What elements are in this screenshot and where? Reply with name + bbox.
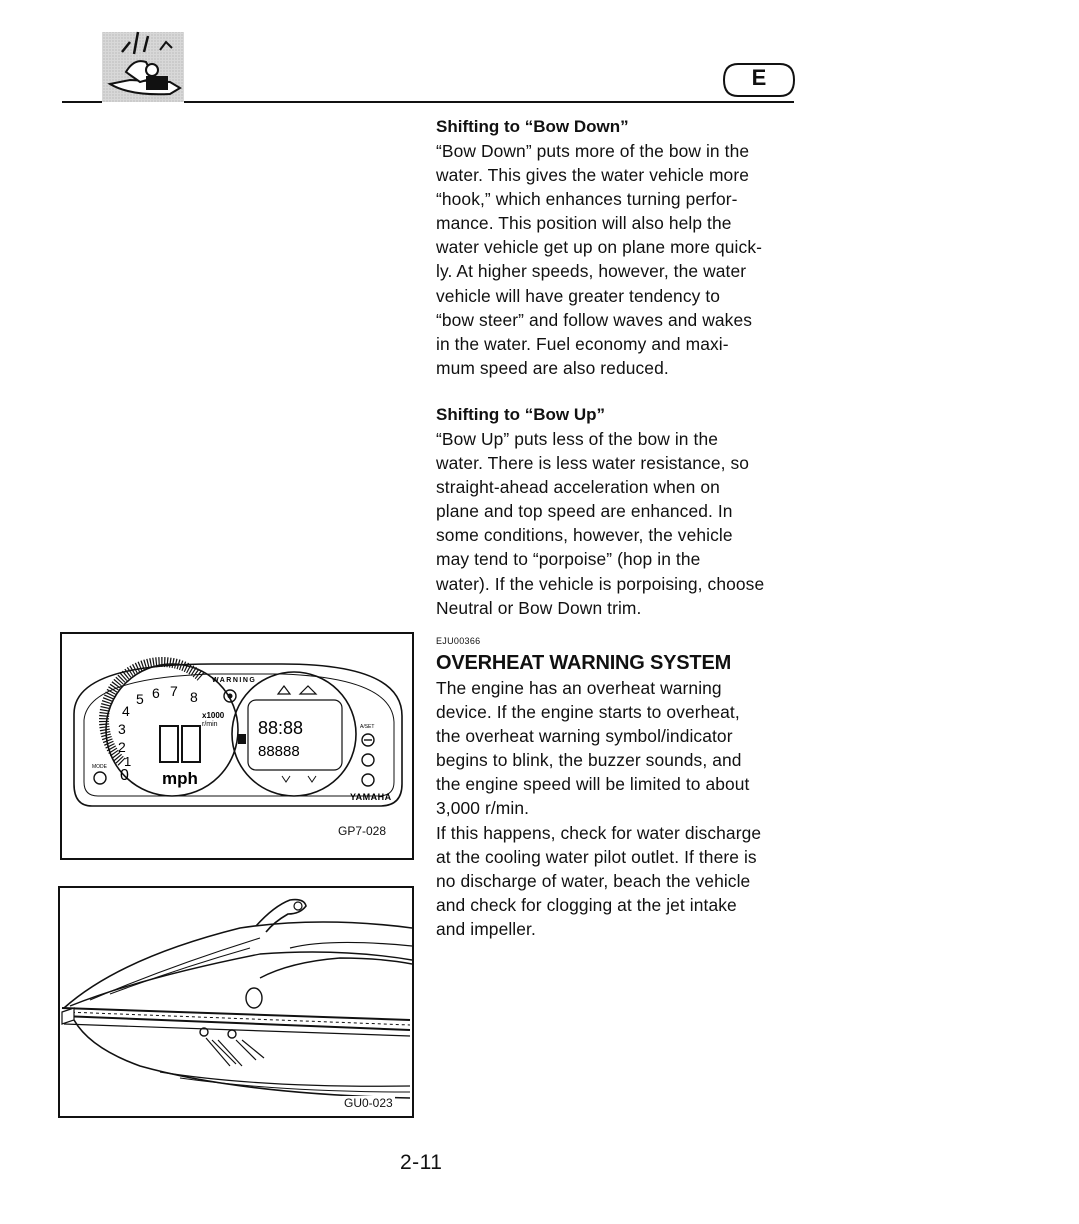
bow-down-heading: Shifting to “Bow Down”: [436, 117, 629, 136]
tach-number: 5: [136, 691, 144, 707]
text-line: may tend to “porpoise” (hop in the: [436, 549, 701, 570]
figure-code: GP7-028: [338, 824, 387, 838]
fuel-icon: [238, 734, 246, 744]
text-line: device. If the engine starts to overheat,: [436, 702, 740, 723]
watercraft-bow-illustration: [60, 888, 412, 1116]
tach-number: 2: [118, 739, 126, 755]
header-rule: [184, 101, 794, 103]
bow-up-heading: Shifting to “Bow Up”: [436, 405, 606, 424]
text-line: at the cooling water pilot outlet. If there is: [436, 846, 757, 867]
aset-label: A/SET: [360, 724, 375, 730]
text-line: vehicle will have greater tendency to: [436, 285, 721, 306]
tach-number: 8: [190, 689, 198, 705]
overheat-heading: OVERHEAT WARNING SYSTEM: [436, 652, 732, 674]
text-line: and impeller.: [436, 918, 536, 939]
bow-up-section: [436, 403, 792, 620]
speed-unit: mph: [162, 769, 198, 788]
tach-number: 0: [120, 767, 129, 784]
text-line: water. There is less water resistance, so: [436, 453, 750, 474]
text-line: mance. This position will also help the: [436, 213, 732, 234]
text-line: 3,000 r/min.: [436, 798, 530, 819]
trim-indicator-icon: [282, 776, 316, 782]
text-line: water. This gives the water vehicle more: [436, 165, 749, 186]
text-line: and check for clogging at the jet intake: [436, 894, 737, 915]
language-badge: E: [751, 65, 767, 90]
text-line: water). If the vehicle is porpoising, choose: [436, 573, 765, 594]
lcd-bottom-digits: 88888: [258, 743, 300, 760]
tach-number: 3: [118, 721, 126, 737]
warning-label: WARNING: [212, 677, 257, 684]
tach-unit: x1000: [202, 711, 225, 720]
gauge-figure: [60, 632, 414, 860]
mode-button-icon: [94, 772, 106, 784]
text-line: “hook,” which enhances turning perfor-: [436, 189, 738, 210]
bow-down-paragraph: [436, 139, 792, 380]
text-line: If this happens, check for water discharge: [436, 822, 762, 843]
text-line: “Bow Down” puts more of the bow in the: [436, 141, 750, 161]
overheat-paragraph-2: [436, 821, 792, 941]
overheat-paragraph-1: [436, 676, 792, 821]
figure-code: GU0-023: [344, 1096, 393, 1110]
tach-unit: r/min: [202, 721, 218, 728]
text-line: water vehicle get up on plane more quick-: [436, 237, 763, 258]
page-number: 2-11: [400, 1151, 443, 1174]
text-line: in the water. Fuel economy and maxi-: [436, 333, 729, 354]
tach-number: 1: [124, 754, 132, 769]
mode-label: MODE: [92, 764, 107, 770]
text-line: begins to blink, the buzzer sounds, and: [436, 750, 742, 771]
bow-up-paragraph: [436, 427, 792, 620]
section-code: EJU00366: [436, 636, 481, 646]
text-line: “bow steer” and follow waves and wakes: [436, 309, 753, 330]
text-line: mum speed are also reduced.: [436, 357, 669, 378]
text-line: the overheat warning symbol/indicator: [436, 726, 733, 747]
text-line: plane and top speed are enhanced. In: [436, 501, 733, 522]
text-line: ly. At higher speeds, however, the water: [436, 261, 747, 282]
cooling-water-outlet-icon: [228, 1030, 236, 1038]
overheat-section: [436, 636, 792, 941]
jet-ski-rider-emblem-icon: [100, 22, 186, 104]
text-line: the engine speed will be limited to about: [436, 774, 750, 795]
brand-logo: YAMAHA: [350, 792, 392, 802]
text-line: Neutral or Bow Down trim.: [436, 597, 642, 618]
tach-number: 6: [152, 685, 160, 701]
tach-number: 7: [170, 683, 178, 699]
lcd-top-digits: 88:88: [258, 718, 304, 738]
overheat-indicator-icon: [300, 686, 316, 694]
watercraft-figure: [58, 886, 414, 1118]
bow-down-section: [436, 115, 792, 380]
text-line: straight-ahead acceleration when on: [436, 477, 720, 498]
reset-button-icon: [362, 774, 374, 786]
header-rule-left: [62, 101, 102, 103]
select-button-icon: [362, 754, 374, 766]
warning-triangle-icon: [278, 686, 290, 694]
text-line: The engine has an overheat warning: [436, 678, 722, 698]
text-line: some conditions, however, the vehicle: [436, 525, 733, 546]
text-line: “Bow Up” puts less of the bow in the: [436, 429, 718, 449]
text-line: no discharge of water, beach the vehicle: [436, 870, 751, 891]
tach-number: 4: [122, 703, 130, 719]
